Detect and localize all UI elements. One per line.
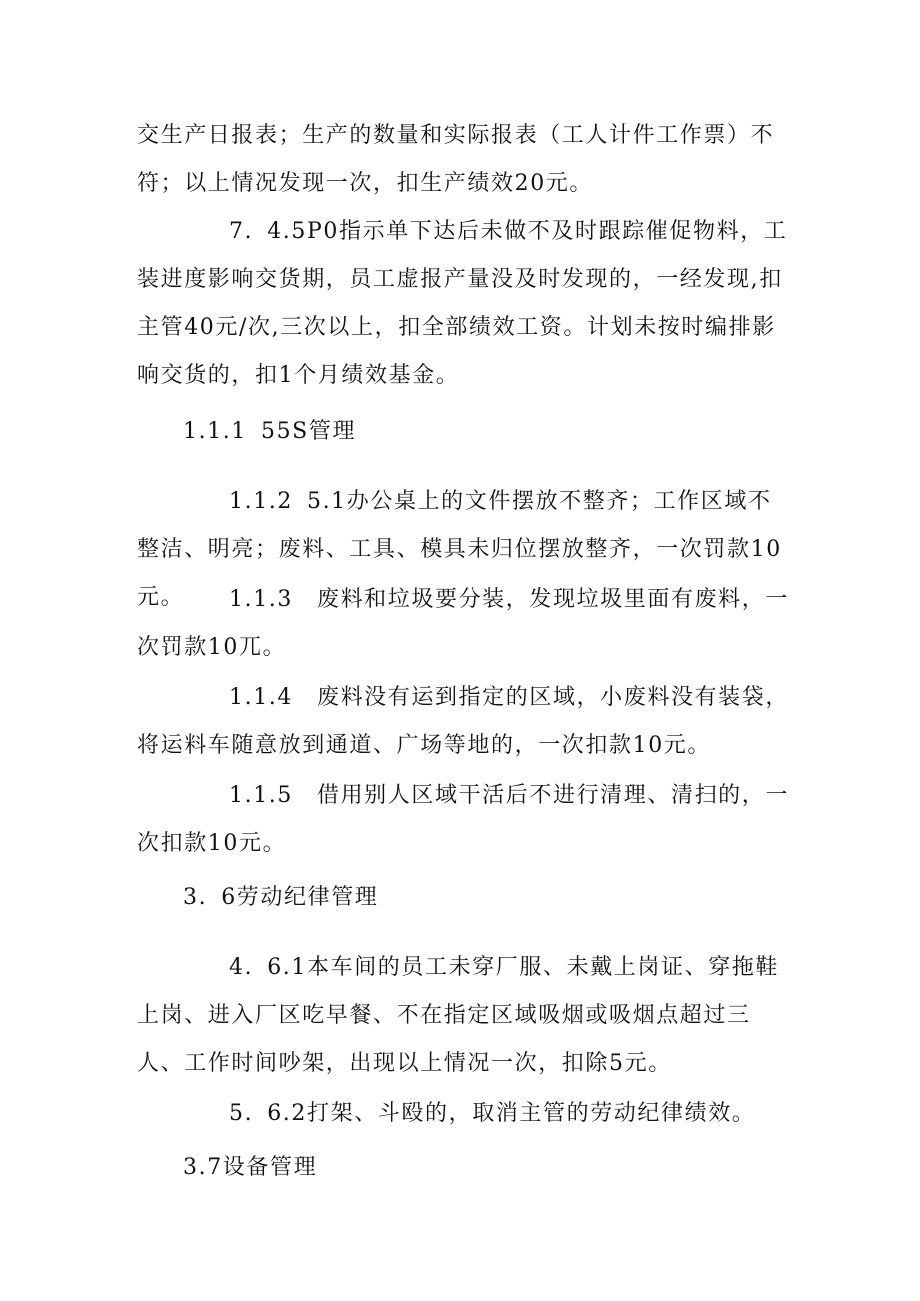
paragraph-text: 4.5P0指示单下达后未做不及时跟踪催促物料，工装进度影响交货期，员工虚报产量没及时发现的，一经发现,扣主管40元/次,三次以上，扣全部绩效工资。计划未按时编排影响交货的，扣1个月绩效基金。 — [137, 219, 788, 388]
section-heading-labor-discipline — [183, 874, 378, 922]
section-title: 55S管理 — [260, 419, 357, 444]
paragraph-text: 5.1办公桌上的文件摆放不整齐；工作区域不整洁、明亮；废料、工具、模具未归位摆放整齐，一次罚款10元。 — [137, 489, 782, 610]
paragraph-text: 废料和垃圾要分装，发现垃圾里面有废料，一次罚款10兀。 — [137, 587, 789, 660]
paragraph-item-4 — [137, 944, 792, 1088]
paragraph-continuation — [137, 112, 792, 208]
paragraph-number: 4. — [229, 955, 254, 980]
paragraph-text: 废料没有运到指定的区域，小废料没有装袋，将运料车随意放到通道、广场等地的，一次扣款10元。 — [137, 685, 789, 758]
paragraph-item-7 — [137, 208, 792, 400]
paragraph-number: 1.1.4 — [229, 685, 293, 710]
paragraph-number: 1.1.5 — [229, 783, 293, 808]
section-title: 6劳动纪律管理 — [221, 885, 379, 910]
paragraph-number: 5. — [229, 1101, 254, 1126]
paragraph-number: 1.1.2 — [229, 489, 293, 514]
paragraph-text: 6.2打架、斗殴的，取消主管的劳动纪律绩效。 — [267, 1101, 756, 1126]
section-heading-1-1-1 — [183, 408, 356, 456]
section-heading-equipment — [183, 1144, 317, 1192]
paragraph-number: 1.1.3 — [229, 587, 293, 612]
paragraph-item-5 — [137, 1090, 792, 1138]
section-title: 3.7设备管理 — [183, 1155, 318, 1180]
paragraph-1-1-4 — [137, 674, 792, 770]
paragraph-1-1-3 — [137, 576, 792, 672]
paragraph-text: 借用别人区域干活后不进行清理、清扫的，一次扣款10元。 — [137, 783, 789, 856]
paragraph-text: 6.1本车间的员工未穿厂服、未戴上岗证、穿拖鞋上岗、进入厂区吃早餐、不在指定区域吸烟或吸烟点超过三人、工作时间吵架，出现以上情况一次，扣除5元。 — [137, 955, 779, 1076]
paragraph-number: 7. — [229, 219, 254, 244]
paragraph-text: 交生产日报表；生产的数量和实际报表（工人计件工作票）不符；以上情况发现一次，扣生产绩效20元。 — [137, 123, 775, 196]
section-number: 1.1.1 — [183, 419, 247, 444]
section-number: 3. — [183, 885, 208, 910]
paragraph-1-1-5 — [137, 772, 792, 868]
